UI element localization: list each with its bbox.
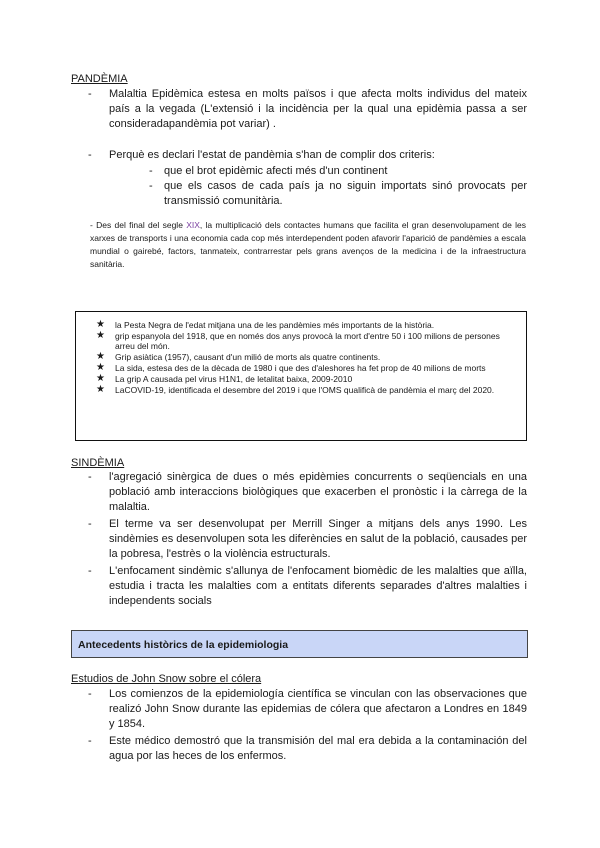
star-icon: ★ <box>96 373 105 384</box>
list-item: - Este médico demostró que la transmisión del mal era debida a la contaminación del agua por las heces de los enfermos. <box>71 734 527 764</box>
list-item <box>94 352 512 362</box>
antecedents-banner <box>71 630 528 658</box>
list-item <box>94 363 512 373</box>
note-prefix: - Des del final del segle <box>90 220 187 230</box>
pandemia-heading: PANDÈMIA <box>71 73 128 85</box>
list-item: - Los comienzos de la epidemiología científica se vinculan con las observaciones que realizó John Snow durante las epidemias de cólera que afectaron a Londres en 1849 y 1854. <box>71 687 527 732</box>
list-item <box>94 374 512 384</box>
criteria-item: - que els casos de cada país ja no siguin importats sinó provocats per transmissió comunitària. <box>109 179 527 209</box>
john-snow-list <box>71 687 527 766</box>
list-item-text: Grip asiàtica (1957), causant d'un milió de morts als quatre continents. <box>115 352 381 362</box>
pandemia-note <box>90 219 526 271</box>
list-item <box>94 385 512 395</box>
list-item <box>94 320 512 330</box>
list-item-text: La sida, estesa des de la dècada de 1980 i que des d'aleshores ha fet prop de 40 milions de morts <box>115 363 486 373</box>
list-item-text: grip espanyola del 1918, que en només dos anys provocà la mort d'entre 50 i 100 milions de persones arreu del món. <box>115 331 500 351</box>
list-item: - l'agregació sinèrgica de dues o més epidèmies concurrents o seqüencials en una població amb interaccions biològiques que exacerben el pronòstic i la càrrega de la malaltia. <box>71 470 527 515</box>
star-icon: ★ <box>96 362 105 373</box>
criteria-item: - que el brot epidèmic afecti més d'un continent <box>109 164 527 179</box>
star-icon: ★ <box>96 384 105 395</box>
star-icon: ★ <box>96 330 105 341</box>
list-item <box>94 331 512 351</box>
note-century: XIX <box>186 220 200 230</box>
pandemics-list <box>94 320 512 396</box>
list-item-text: Perquè es declari l'estat de pandèmia s'han de complir dos criteris: <box>109 149 435 161</box>
sindemia-heading: SINDÈMIA <box>71 457 125 469</box>
list-item-text: la Pesta Negra de l'edat mitjana una de les pandèmies més importants de la història. <box>115 320 435 330</box>
list-item: - Malaltia Epidèmica estesa en molts països i que afecta molts individus del mateix país a la vegada (L'extensió i la incidència per la qual una epidèmia passa a ser consideradapandèmia pot variar) . <box>71 87 527 132</box>
list-item-text: LaCOVID-19, identificada el desembre del 2019 i que l'OMS qualificà de pandèmia el març del 2020. <box>115 385 495 395</box>
john-snow-heading: Estudios de John Snow sobre el cólera <box>71 673 262 685</box>
list-item: - L'enfocament sindèmic s'allunya de l'enfocament biomèdic de les malalties que aïlla, estudia i tracta les malalties com a entitats diferents separades d'altres malalties i independents socials <box>71 564 527 609</box>
pandemics-box <box>75 311 527 441</box>
banner-title: Antecedents històrics de la epidemiologia <box>78 639 289 651</box>
list-item <box>71 148 527 209</box>
pandemia-list <box>71 87 527 211</box>
list-item: - El terme va ser desenvolupat per Merrill Singer a mitjans dels anys 1990. Les sindèmies es desenvolupen sota les diferències en salut de la població, causades per la pobresa, l'estrès o la violència estructurals. <box>71 517 527 562</box>
sindemia-list <box>71 470 527 611</box>
star-icon: ★ <box>96 351 105 362</box>
star-icon: ★ <box>96 319 105 330</box>
criteria-list <box>109 164 527 209</box>
note-text: , la multiplicació dels contactes humans que facilita el gran desenvolupament de les xarxes de transports i una economia cada cop més interdependent poden afavorir l'aparició de pandèmies a escala mundial o gairebé, factors, tanmateix, contrarrestar pels grans avenços de la medicina i de la infraestructura sanitària. <box>90 220 527 269</box>
list-item-text: La grip A causada pel virus H1N1, de letalitat baixa, 2009-2010 <box>115 374 353 384</box>
